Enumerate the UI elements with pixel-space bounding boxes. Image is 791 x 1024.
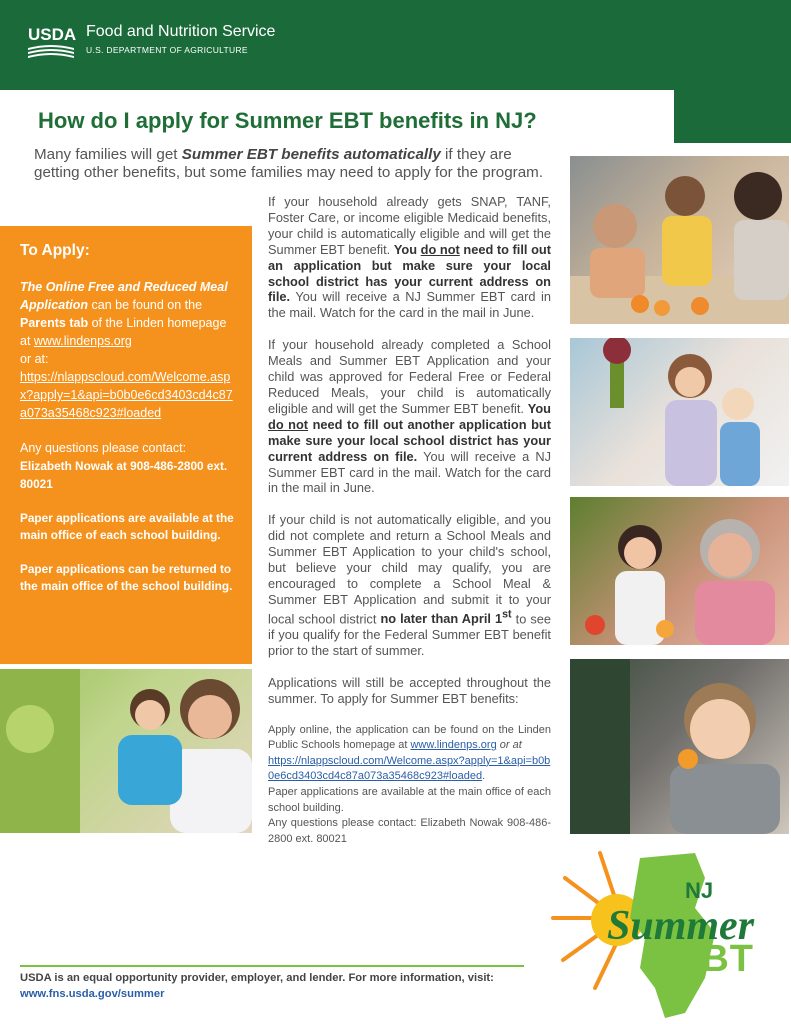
paragraph-approved: If your household already completed a School Meals and Summer EBT Application and your child was approved for Federal Free or Federal Reduced Meals, your child is automatically eligible and will get the Summer EBT benefit. You do not need to fill out another application but make sure your local school district has your current address on file. You will receive a NJ Summer EBT card in the mail. Watch for the card in the mail in June. xyxy=(268,337,552,496)
paper-available-text: Paper applications are available at the main office of each school building. xyxy=(268,785,551,814)
photo-grandma-illustration xyxy=(570,497,789,645)
fns-link[interactable]: www.fns.usda.gov/summer xyxy=(20,988,165,1000)
intro-text: Many families will get Summer EBT benefits automatically if they are getting other benefits, but some families may need to apply for the program. xyxy=(34,146,544,181)
paragraph-automatic: If your household already gets SNAP, TANF, Foster Care, or income eligible Medicaid benefits, your child is automatically eligible and will get the Summer EBT benefit. You do not need to fill out an application but make sure your local school district has your current address on file. You will receive a NJ Summer EBT card in the mail. Watch for the card in the mail in June. xyxy=(268,194,551,321)
department-name: U.S. DEPARTMENT OF AGRICULTURE xyxy=(86,45,248,55)
apply-online-info: The Online Free and Reduced Meal Application can be found on the Parents tab of the Linden homepage at www.lindenps.org or at: https://nlappscloud.com/Welcome.aspx?apply=1&api=b0b0e6cd3403cd4c87a073a35468c923#loaded xyxy=(20,280,233,420)
paper-returned-note: Paper applications can be returned to the main office of the school building. xyxy=(20,562,233,593)
lindenps-link[interactable]: www.lindenps.org xyxy=(33,334,132,348)
apply-online-steps: Apply online, the application can be found on the Linden Public Schools homepage at www.lindenps.org or at https://nlappscloud.com/Welcome.aspx?apply=1&api=b0b0e6cd3403cd4c87a073a35468c923#loaded. xyxy=(268,723,551,783)
usda-logo-text: USDA xyxy=(28,25,77,44)
application-link-2[interactable]: https://nlappscloud.com/Welcome.aspx?apply=1&api=b0b0e6cd3403cd4c87a073a35468c923#loaded xyxy=(268,754,551,783)
photo-family-kitchen xyxy=(570,156,789,324)
footer-notice: USDA is an equal opportunity provider, employer, and lender. For more information, visit: www.fns.usda.gov/summer xyxy=(20,972,494,1000)
contact-text: Any questions please contact: Elizabeth Nowak 908-486-2800 ext. 80021 xyxy=(268,817,551,845)
body-column xyxy=(268,194,551,847)
agency-name: Food and Nutrition Service xyxy=(86,23,276,40)
photo-kids-illustration xyxy=(570,338,789,486)
photo-mother-son-grocery xyxy=(0,669,252,833)
paper-available-note: Paper applications are available at the main office of each school building. xyxy=(20,511,234,542)
application-link[interactable]: https://nlappscloud.com/Welcome.aspx?apply=1&api=b0b0e6cd3403cd4c87a073a35468c923#loaded xyxy=(20,370,233,420)
intro-bold: Summer EBT benefits automatically xyxy=(181,146,441,163)
apply-box xyxy=(0,226,252,664)
logo-nj-text: NJ xyxy=(685,878,714,903)
logo-summer-text: Summer xyxy=(607,903,755,949)
header-right-block xyxy=(674,90,791,143)
apply-heading: To Apply: xyxy=(20,242,90,259)
usda-logo xyxy=(28,26,76,60)
paragraph-accepted: Applications will still be accepted throughout the summer. To apply for Summer EBT benefits: xyxy=(268,674,551,706)
photo-boy-smiling xyxy=(570,659,789,834)
photo-grandma-child xyxy=(570,497,789,645)
nj-summer-ebt-logo xyxy=(545,838,791,1024)
page-title: How do I apply for Summer EBT benefits in NJ? xyxy=(38,108,537,133)
lindenps-link-2[interactable]: www.lindenps.org xyxy=(410,739,497,752)
photo-grocery-illustration xyxy=(0,669,252,833)
usda-logo-field-icon xyxy=(28,44,74,58)
paragraph-not-eligible: If your child is not automatically eligible, and you did not complete and return a School Meals and Summer EBT Application to your child's school, but believe your child may qualify, you are encouraged to complete a School Meal & Summer EBT Application and submit it to your local school district no later than April 1st to see if you qualify for the Federal Summer EBT benefit prior to the start of summer. xyxy=(268,512,551,658)
photo-family-illustration xyxy=(570,156,789,324)
header-banner xyxy=(0,0,791,90)
photo-kids-vegetables xyxy=(570,338,789,486)
logo-ebt-text: EBT xyxy=(675,938,754,980)
photo-boy-illustration xyxy=(570,659,789,834)
apply-contact: Any questions please contact: Elizabeth Nowak at 908-486-2800 ext. 80021 xyxy=(20,441,228,491)
footer-divider xyxy=(20,965,524,967)
